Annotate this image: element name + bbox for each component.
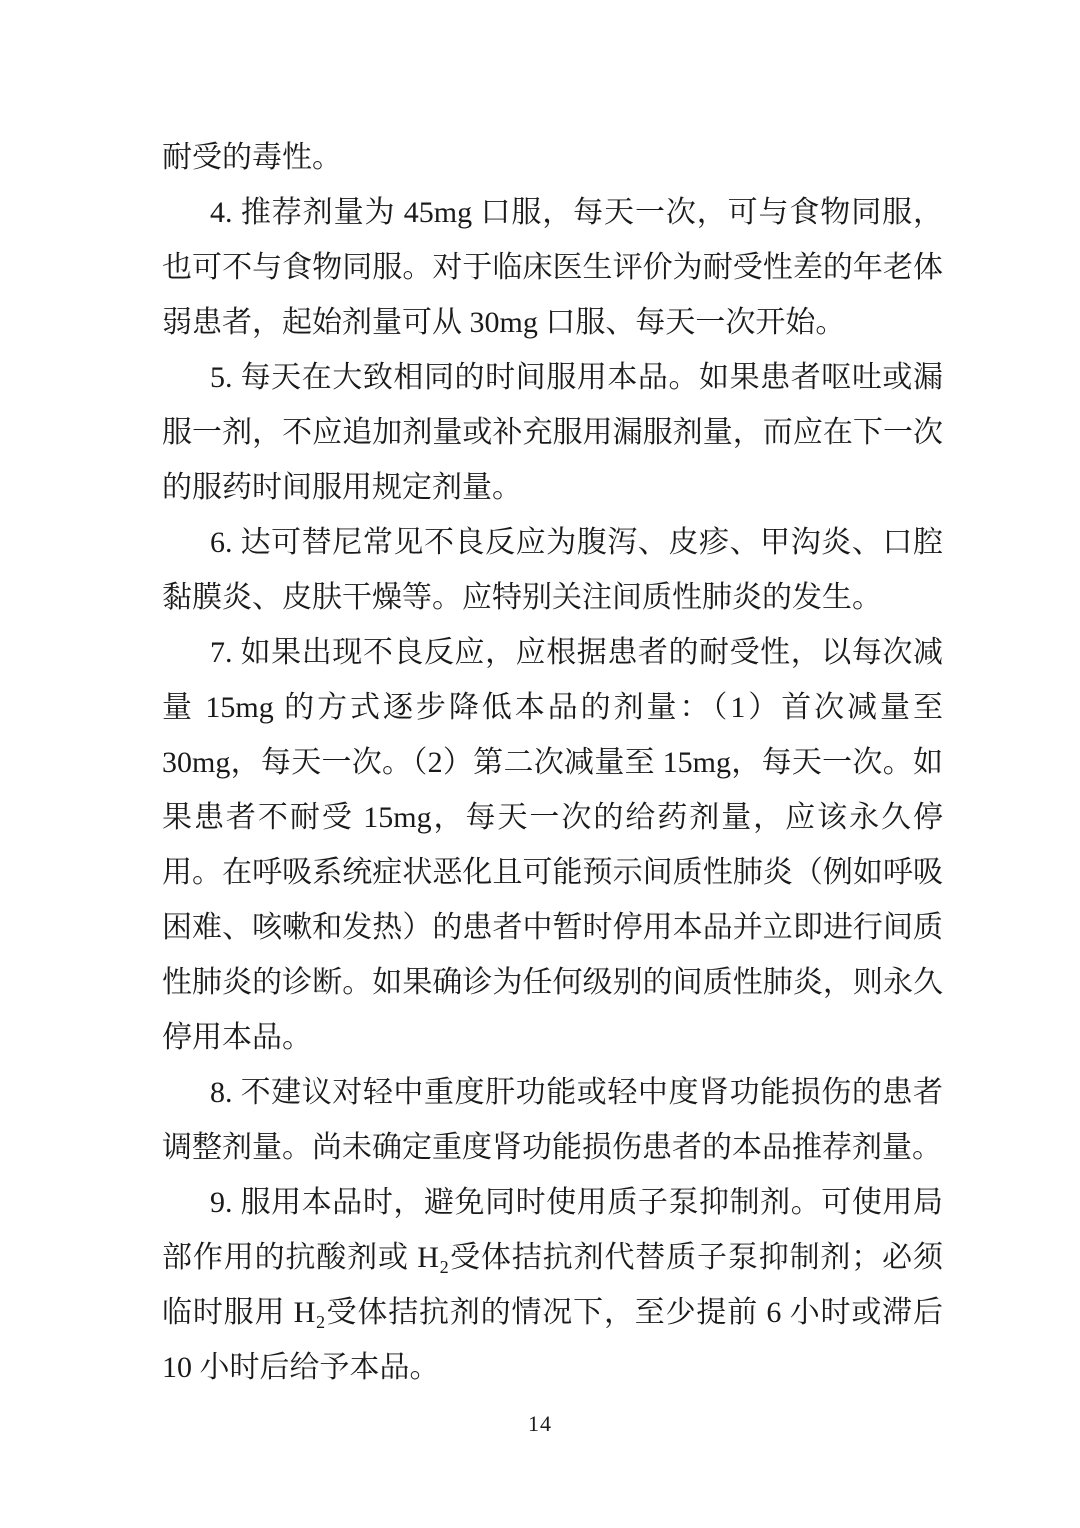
paragraph-item-6-adverse-reactions: 6. 达可替尼常见不良反应为腹泻、皮疹、甲沟炎、口腔黏膜炎、皮肤干燥等。应特别关注间质性肺炎的发生。 [162,526,943,614]
paragraph-item-8-hepatic-renal: 8. 不建议对轻中重度肝功能或轻中度肾功能损伤的患者调整剂量。尚未确定重度肾功能损伤患者的本品推荐剂量。 [162,1076,943,1164]
paragraph-item-9-ppi-interaction: 9. 服用本品时，避免同时使用质子泵抑制剂。可使用局部作用的抗酸剂或 H₂受体拮抗剂代替质子泵抑制剂；必须临时服用 H₂受体拮抗剂的情况下，至少提前 6 小时或滞后 10 小时后给予本品。 [162,1186,943,1384]
paragraph-continuation: 耐受的毒性。 [162,141,342,174]
page-number: 14 [528,1411,552,1436]
paragraph-item-4-dosage: 4. 推荐剂量为 45mg 口服，每天一次，可与食物同服，也可不与食物同服。对于临床医生评价为耐受性差的年老体弱患者，起始剂量可从 30mg 口服、每天一次开始。 [162,196,943,339]
paragraph-item-7-dose-reduction: 7. 如果出现不良反应，应根据患者的耐受性，以每次减量 15mg 的方式逐步降低本品的剂量：（1）首次减量至 30mg，每天一次。（2）第二次减量至 15mg，每天一次。如果患者不耐受 15mg，每天一次的给药剂量，应该永久停用。在呼吸系统症状恶化且可能预示间质性肺炎（例如呼吸困难、咳嗽和发热）的患者中暂时停用本品并立即进行间质性肺炎的诊断。如果确诊为任何级别的间质性肺炎，则永久停用本品。 [162,636,943,1054]
document-body [162,130,943,1395]
paragraph-item-5-missed-dose: 5. 每天在大致相同的时间服用本品。如果患者呕吐或漏服一剂，不应追加剂量或补充服用漏服剂量，而应在下一次的服药时间服用规定剂量。 [162,361,943,504]
page-footer [0,1411,1080,1437]
